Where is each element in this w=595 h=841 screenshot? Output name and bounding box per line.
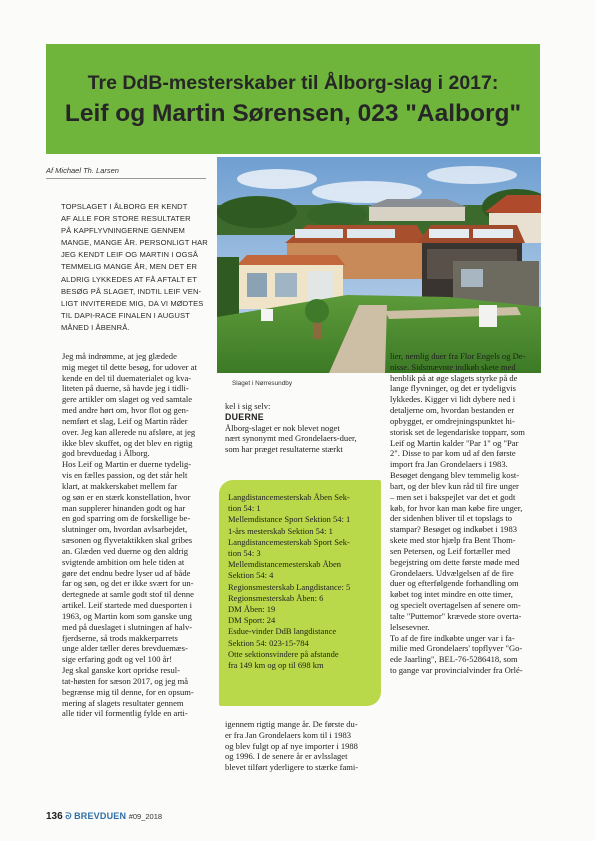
text-line: gøre det endnu bedre lyser ud af både [62,567,191,578]
brevduen-logo-icon: ᘐ [65,811,72,821]
text-line: Grondelaers. Udvælgelsen af de fire [390,567,514,578]
result-line: Sektion 54: 4 [228,570,274,581]
text-line: duer og efterfølgende forhandling om [390,578,519,589]
text-line: far og søn, og det er ikke svært for un- [62,578,194,589]
text-line: to gange var provincialvinder fra Orlé- [390,665,523,676]
lede-line: TIL DAPI-RACE FINALEN I AUGUST [61,310,190,320]
section-heading: DUERNE [225,411,264,422]
text-line: sige erfaring godt og vel 100 år! [62,654,173,665]
text-line: og søn er en stærk konstellation, hvor [62,491,191,502]
text-line: svigtende ambition om hele tiden at [62,556,185,567]
text-line: import fra Jan Grondelaers i 1983. [390,459,508,470]
result-line: DM Åben: 19 [228,604,276,615]
lede-line: MANGE, MANGE ÅR. PERSONLIGT HAR [61,238,208,248]
text-line: stampar? Besøget og indkøbet i 1983 [390,524,517,535]
text-line: bart, og der blev kun råd til fire unger [390,480,519,491]
article-column-2-top [225,401,375,455]
text-line: over. Jeg kan allerede nu afsløre, at jeg [62,426,196,437]
text-line: man supplerer hinanden godt og har [62,502,186,513]
text-line: unge alder tæller deres brevduemæs- [62,643,188,654]
lede-paragraph [61,201,209,334]
text-line: køb, for hvor kan man købe fire unger, [390,502,523,513]
text-line: begejstring om dette første møde med [390,556,520,567]
text-line: lelsesevner. [390,621,430,632]
text-line: detaljerne om, hvordan bestanden er [390,405,515,416]
text-line: mering af slagets resultater gennem [62,697,184,708]
photo-caption: Slaget i Nørresundby [232,380,293,387]
headline-line2: Leif og Martin Sørensen, 023 "Aalborg" [64,100,522,127]
text-line: mig meget til dette besøg, for udover at [62,361,197,372]
text-line: og specielt overtagelsen af senere om- [390,600,521,611]
result-line: Sektion 54: 023-15-784 [228,637,309,648]
text-line: og blev fulgt op af nye importer i 1988 [225,740,358,751]
result-line: Langdistancemesterskab Åben Sek- [228,492,350,502]
text-line: fjerdserne, så trods makkerparrets [62,632,178,643]
article-column-1 [62,351,207,719]
text-line: begrænse mig til denne, for en opsum- [62,686,194,697]
text-line: Jeg skal ganske kort opridse resul- [62,665,180,676]
text-line: som har præget resultaterne stærkt [225,444,343,455]
lede-line: JEG KENDT LEIF OG MARTIN I OGSÅ [61,250,198,260]
text-line: Leif og Martin kalder "Par 1" og "Par [390,437,519,448]
magazine-name: BREVDUEN [74,811,127,821]
text-line: slutninger om, hvordan avlsarbejdet, [62,524,188,535]
result-line: Mellemdistance Sport Sektion 54: 1 [228,514,351,525]
lede-line: LIGT INVITEREDE MIG, DA VI MØDTES [61,298,204,308]
text-line: med på dueslaget i slutningen af halv- [62,621,193,632]
text-line: lange flyvninger, og det er tydeligvis [390,383,516,394]
byline-divider [46,178,206,179]
results-box [219,480,381,706]
text-line: 2". Disse to par kom ud af den første [390,448,516,459]
text-line: blevet tilført yderligere to stærke fami- [225,762,359,773]
text-line: nemført et slag, Leif og Martin råder [62,415,188,426]
text-line: nært synonymt med Grondelaers-duer, [225,433,357,444]
pigeon-loft-photo [217,157,541,373]
text-line: To af de fire indkøbte unger var i fa- [390,632,515,643]
text-line: klart, at makkerskabet mellem far [62,480,178,491]
page-number: 136 [46,811,63,822]
issue-number: #09_2018 [128,812,163,821]
text-line: sæsonen og flyvetaktikken skal gribes [62,535,193,546]
lede-line: MÅNED I ÅBENRÅ. [61,322,130,332]
text-line: lier, nemlig duer fra Flor Engels og De- [390,351,526,361]
text-line: alle tider vil formentlig fylde en arti- [62,708,188,719]
text-line: igennem rigtig mange år. De første du- [225,719,358,729]
result-line: Esdue-vinder DdB langdistance [228,626,337,637]
text-line: skete med stor hjælp fra Bent Thom- [390,535,516,546]
text-line: opbygget, er omdrejningspunktet hi- [390,415,515,426]
result-line: Langdistancemesterskab Sport Sek- [228,536,350,547]
text-line: sen Petersen, og Leif fortæller med [390,545,511,556]
text-line: lykkedes. Kigger vi lidt dybere ned i [390,394,516,405]
title-banner [46,44,540,154]
text-line: Ålborg-slaget er nok blevet noget [225,422,340,433]
result-line: Regionsmesterskab Langdistance: 5 [228,581,351,592]
text-line: an. Glæden ved duerne og den aldrig [62,545,189,556]
lede-line: ALDRIG LYKKEDES AT FÅ AFTALT ET [61,274,198,284]
lede-line: TEMMELIG MANGE ÅR, MEN DET ER [61,262,198,272]
text-line: med andre hørt om, hvor flot og gen- [62,405,189,416]
text-line: kel i sig selv: [225,401,271,411]
byline: Af Michael Th. Larsen [46,166,119,175]
text-line: dertegnede at samle godt stof til denne [62,589,194,600]
article-column-3 [390,351,540,676]
text-line: Besøget dengang blev temmelig kost- [390,470,520,481]
article-column-2-bottom [225,719,375,773]
text-line: er fra Jan Grondelaers kom til i 1983 [225,729,352,740]
text-line: der sidenhen bliver til et topslags to [390,513,513,524]
text-line: Jeg må indrømme, at jeg glædede [62,351,177,361]
results-list [228,492,350,671]
text-line: god brevduedag i Ålborg. [62,448,150,459]
text-line: liteten på duerne, så havde jeg i tidli- [62,383,189,394]
text-line: artikel. Leif startede med duesporten i [62,600,193,611]
result-line: 1-års mesterskab Sektion 54: 1 [228,525,333,536]
text-line: ikke blev skuffet, og det blev en rigtig [62,437,193,448]
headline-line1: Tre DdB-mesterskaber til Ålborg-slag i 2017: [87,72,499,94]
text-line: en god sparring om de forskellige be- [62,513,191,524]
result-line: Otte sektionsvindere på afstande [228,648,339,659]
text-line: storisk set de legendariske topparr, som [390,426,525,437]
result-line: Regionsmesterskab Åben: 6 [228,592,324,603]
result-line: DM Sport: 24 [228,615,276,626]
text-line: kende en del til duematerialet og kva- [62,372,192,383]
text-line: henblik på at øge slagets styrke på de [390,372,518,383]
text-line: ede Jaarling", BEL-76-5286418, som [390,654,518,665]
result-line: tion 54: 3 [228,548,261,559]
lede-line: AF ALLE FOR STORE RESULTATER [61,214,191,224]
lede-line: PÅ KAPFLYVNINGERNE GENNEM [61,226,185,236]
text-line: gere artikler om slaget og ved samtale [62,394,193,405]
lede-line: BESØG PÅ SLAGET, INDTIL LEIF VEN- [61,286,202,296]
text-line: Hos Leif og Martin er duerne tydelig- [62,459,192,470]
text-line: nisse. Sidstnævnte indkøb skete med [390,361,516,372]
text-line: tat-høsten for sæson 2017, og jeg må [62,675,189,686]
page-footer [46,811,162,822]
result-line: Mellemdistancemesterskab Åben [228,559,342,570]
text-line: vis en fælles passion, og det står helt [62,470,188,481]
result-line: fra 149 km og op til 698 km [228,660,324,671]
result-line: tion 54: 1 [228,503,261,514]
lede-line: TOPSLAGET I ÅLBORG ER KENDT [61,202,188,211]
text-line: talte "Puttemor" krævede store overta- [390,610,522,621]
text-line: og 1996. I de senere år er avlsslaget [225,751,348,762]
text-line: købet tog intet mindre en otte timer, [390,589,513,600]
text-line: 1963, og Martin kom som ganske ung [62,610,192,621]
text-line: milie med Grondelaers' topflyver "Go- [390,643,523,654]
text-line: – men set i bakspejlet var det et godt [390,491,516,502]
